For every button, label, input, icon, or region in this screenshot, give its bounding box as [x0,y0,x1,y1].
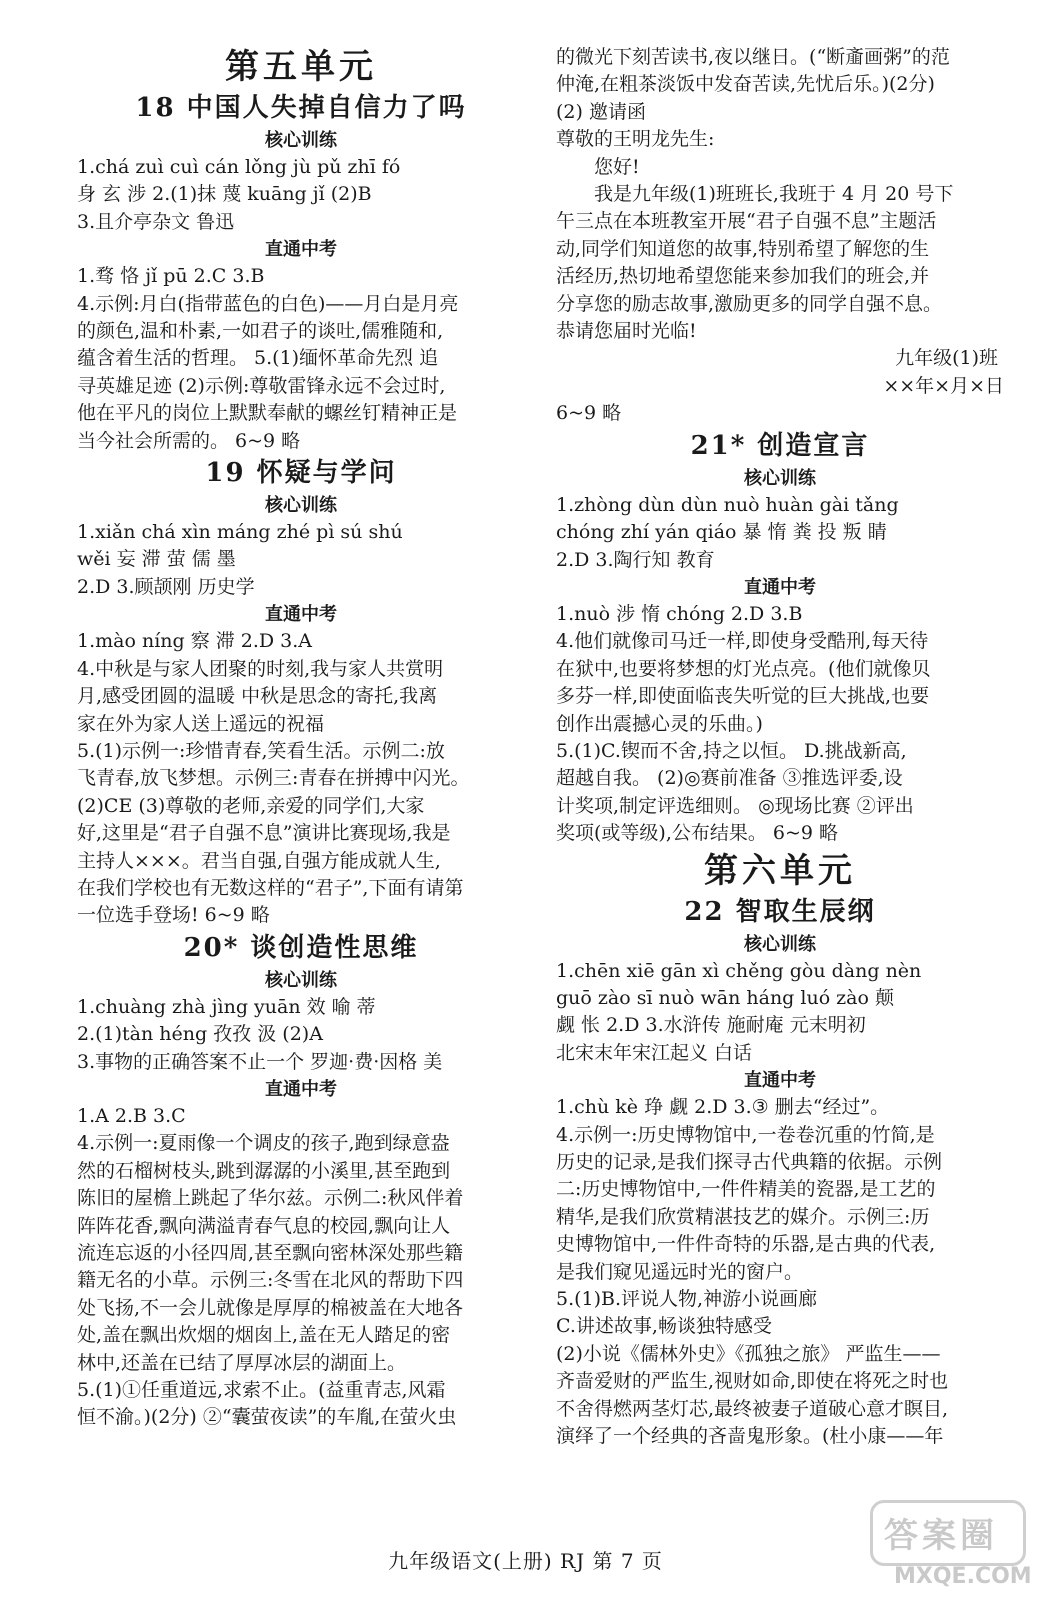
text-line: 5.(1)示例一:珍惜青春,笑看生活。示例二:放 [77,739,445,762]
text-line: 动,同学们知道您的故事,特别希望了解您的生 [556,237,930,260]
text-line: 计奖项,制定评选细则。 ◎现场比赛 ②评出 [556,794,914,817]
text-line: 北宋末年宋江起义 白话 [556,1041,753,1064]
section-heading: 核心训练 [265,969,337,991]
text-line: 是我们窥见遥远时光的窗户。 [556,1260,804,1283]
text-line: chóng zhí yán qiáo 暴 惰 粪 投 叛 睛 [556,521,887,544]
text-line: guō zào sī nuò wān háng luó zào 颠 [556,986,894,1009]
text-line: 好,这里是“君子自强不息”演讲比赛现场,我是 [77,822,451,845]
text-line: wěi 妄 滞 萤 儒 墨 [77,548,236,571]
section-heading: 核心训练 [265,495,337,517]
text-line: 1.chá zuì cuì cán lǒng jù pǔ zhī fó [77,156,401,178]
text-line: 2.D 3.陶行知 教育 [556,548,715,571]
unit-title: 第五单元 [225,47,377,87]
text-line: 然的石榴树枝头,跳到潺潺的小溪里,甚至跑到 [77,1159,451,1182]
text-line: 陈旧的屋檐上跳起了华尔兹。示例二:秋风伴着 [77,1187,464,1210]
text-line: 精华,是我们欣赏精湛技艺的媒介。示例三:历 [556,1205,930,1228]
text-line: 您好! [594,155,640,178]
text-line: 演绎了一个经典的吝啬鬼形象。(杜小康——年 [556,1425,944,1448]
text-line: 4.示例:月白(指带蓝色的白色)——月白是月亮 [77,292,459,315]
text-line: 1.chù kè 琤 觑 2.D 3.③ 删去“经过”。 [556,1096,890,1119]
text-line: 1.chuàng zhà jìng yuān 效 喻 蒂 [77,995,376,1018]
section-heading: 核心训练 [744,933,816,955]
text-line: 奖项(或等级),公布结果。 6~9 略 [556,822,839,845]
text-line: 蕴含着生活的哲理。 5.(1)缅怀革命先烈 追 [77,347,439,370]
right-column [556,44,1004,1450]
text-line: 多芬一样,即使面临丧失听觉的巨大挑战,也要 [556,685,930,708]
text-line: 1.xiǎn chá xìn máng zhé pì sú shú [77,521,403,544]
text-line: 1.A 2.B 3.C [77,1104,186,1127]
text-line: 2.(1)tàn héng 孜孜 汲 (2)A [77,1023,323,1046]
text-line: 飞青春,放飞梦想。示例三:青春在拼搏中闪光。 [77,767,470,790]
text-line: 午三点在本班教室开展“君子自强不息”主题活 [556,210,937,233]
text-line: 阵阵花香,飘向满溢青春气息的校园,飘向让人 [77,1214,451,1237]
text-line: 创作出震撼心灵的乐曲。) [556,712,763,735]
text-line: 月,感受团圆的温暖 中秋是思念的寄托,我离 [77,685,438,708]
section-heading: 核心训练 [744,467,816,489]
left-column [77,44,525,1432]
text-line: C.讲述故事,畅谈独特感受 [556,1315,772,1338]
lesson-title: 22 智取生辰纲 [684,896,876,927]
text-line: (2) 邀请函 [556,100,646,123]
text-line: 的微光下刻苦读书,夜以继日。(“断齑画粥”的范 [556,46,950,68]
text-line: 1.chēn xiē gān xì chěng gòu dàng nèn [556,959,922,982]
text-line: 他在平凡的岗位上默默奉献的螺丝钉精神正是 [77,402,458,425]
lesson-title: 20* 谈创造性思维 [183,932,419,963]
text-line: 林中,还盖在已结了厚厚冰层的湖面上。 [77,1351,407,1374]
text-line: 尊敬的王明龙先生: [556,128,715,151]
text-line: 二:历史博物馆中,一件件精美的瓷器,是工艺的 [556,1178,936,1201]
text-line: 5.(1)B.评说人物,神游小说画廊 [556,1288,818,1311]
text-line: 齐啬爱财的严监生,视财如命,即使在将死之时也 [556,1370,949,1393]
text-line: 九年级(1)班 [895,347,998,370]
text-line: 处,盖在飘出炊烟的烟囱上,盖在无人踏足的密 [77,1324,451,1347]
text-line: 1.nuò 涉 惰 chóng 2.D 3.B [556,602,803,625]
watermark-text: 答案圈 [884,1516,998,1556]
watermark-logo [870,1500,1040,1595]
text-line: 一位选手登场! 6~9 略 [77,904,270,927]
text-line: 处飞扬,不一会儿就像是厚厚的棉被盖在大地各 [77,1296,464,1319]
lesson-title: 18 中国人失掉自信力了吗 [135,93,467,123]
lesson-title: 21* 创造宣言 [690,430,870,461]
text-line: 2.D 3.顾颉刚 历史学 [77,575,255,598]
text-line: 4.中秋是与家人团聚的时刻,我与家人共赏明 [77,657,444,680]
watermark-url: MXQE.COM [894,1564,1032,1589]
text-line: 籍无名的小草。示例三:冬雪在北风的帮助下四 [77,1269,464,1292]
section-heading: 直通中考 [265,239,337,261]
text-line: 4.示例一:夏雨像一个调皮的孩子,跑到绿意盎 [77,1132,450,1155]
text-line: 流连忘返的小径四周,甚至飘向密林深处那些籍 [77,1242,464,1264]
text-line: 超越自我。 (2)◎赛前准备 ③推选评委,设 [556,767,903,790]
text-line: 寻英雄足迹 (2)示例:尊敬雷锋永远不会过时, [77,374,446,397]
text-line: 恒不渝。)(2分) ②“囊萤夜读”的车胤,在萤火虫 [77,1406,457,1429]
text-line: 分享您的励志故事,激励更多的同学自强不息。 [556,292,943,315]
text-line: 3.且介亭杂文 鲁迅 [77,210,235,233]
text-line: 恭请您届时光临! [556,320,697,343]
text-line: 身 玄 涉 2.(1)抹 蔑 kuāng jǐ (2)B [77,183,372,206]
text-line: 仲淹,在粗茶淡饭中发奋苦读,先忧后乐。)(2分) [556,73,935,96]
text-line: 1.骛 恪 jǐ pū 2.C 3.B [77,265,265,288]
text-line: 4.示例一:历史博物馆中,一卷卷沉重的竹简,是 [556,1123,935,1146]
text-line: 5.(1)C.锲而不舍,持之以恒。 D.挑战新高, [556,739,907,762]
page-footer: 九年级语文(上册) RJ 第 7 页 [388,1549,663,1573]
text-line: (2)CE (3)尊敬的老师,亲爱的同学们,大家 [77,794,425,817]
section-heading: 核心训练 [265,130,337,151]
text-line: 我是九年级(1)班班长,我班于 4 月 20 号下 [594,183,954,206]
section-heading: 直通中考 [265,1078,337,1100]
text-line: 觑 怅 2.D 3.水浒传 施耐庵 元末明初 [556,1014,866,1037]
text-line: 活经历,热切地希望您能来参加我们的班会,并 [556,265,930,288]
text-line: 4.他们就像司马迁一样,即使身受酷刑,每天待 [556,630,929,653]
section-heading: 直通中考 [744,576,816,598]
text-line: ××年×月×日 [883,374,1004,397]
text-line: 主持人×××。君当自强,自强方能成就人生, [77,849,441,872]
text-line: 在狱中,也要将梦想的灯光点亮。(他们就像贝 [556,657,931,680]
text-line: 不舍得燃两茎灯芯,最终被妻子道破心意才瞑目, [556,1397,949,1420]
text-line: 6~9 略 [556,402,622,425]
section-heading: 直通中考 [265,604,337,626]
section-heading: 直通中考 [744,1070,816,1092]
text-line: 1.mào níng 察 滞 2.D 3.A [77,630,313,653]
text-line: 史博物馆中,一件件奇特的乐器,是古典的代表, [556,1233,936,1256]
text-line: 当今社会所需的。 6~9 略 [77,429,301,452]
text-line: 历史的记录,是我们探寻古代典籍的依据。示例 [556,1151,943,1173]
text-line: 5.(1)①任重道远,求索不止。(益重青志,风霜 [77,1379,446,1402]
lesson-title: 19 怀疑与学问 [205,458,397,489]
text-line: 家在外为家人送上遥远的祝福 [77,712,325,735]
unit-title: 第六单元 [704,850,856,891]
text-line: (2)小说《儒林外史》《孤独之旅》 严监生—— [556,1342,941,1365]
text-line: 3.事物的正确答案不止一个 罗迦·费·因格 美 [77,1050,443,1073]
text-line: 在我们学校也有无数这样的“君子”,下面有请第 [77,876,464,899]
text-line: 的颜色,温和朴素,一如君子的谈吐,儒雅随和, [77,320,444,343]
text-line: 1.zhòng dùn dùn nuò huàn gài tǎng [556,493,899,516]
